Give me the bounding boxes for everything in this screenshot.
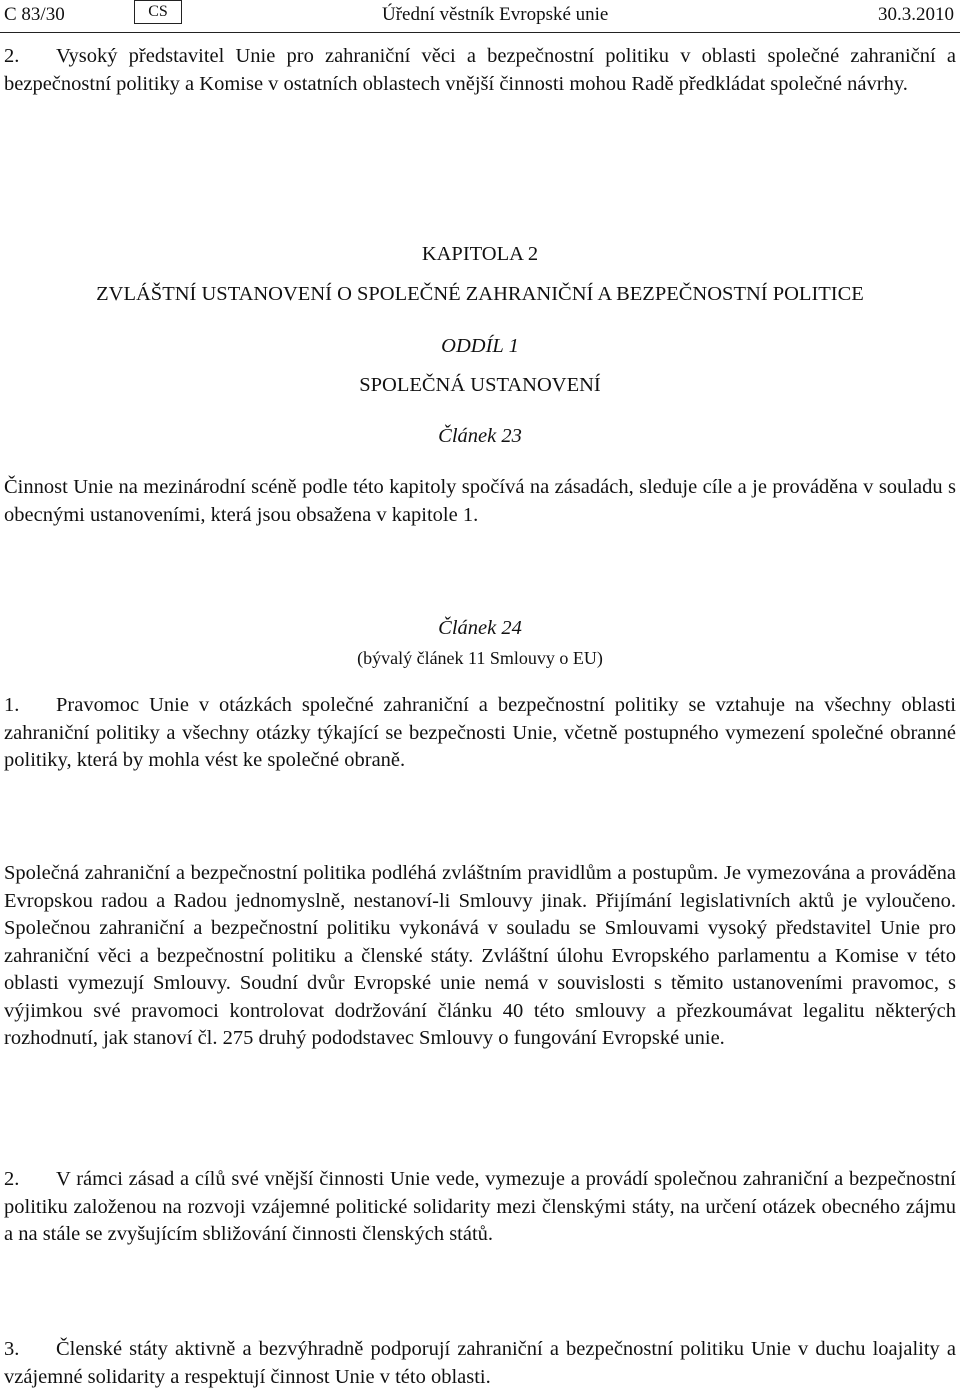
article-24-heading: Článek 24 [438,617,522,639]
article-23-text: Činnost Unie na mezinárodní scéně podle této kapitoly spočívá na zásadách, sleduje cíle a je prováděna v souladu s obecnými ustanoveními, která jsou obsažena v kapitole 1. [4,476,956,526]
page-header [0,0,960,34]
article-24-paragraph-3 [4,1336,956,1391]
paragraph-text: V rámci zásad a cílů své vnější činnosti Unie vede, vymezuje a provádí společnou zahraniční a bezpečnostní politiku založenou na rozvoji vzájemné politické solidarity mezi členskými státy, na určení otázek obecného zájmu a na stále se zvyšujícím sbližování činnosti členských států. [4,1168,956,1245]
paragraph-number: 2. [4,1168,20,1190]
page-number: C 83/30 [4,4,65,25]
paragraph-number: 3. [4,1338,20,1360]
publication-date: 30.3.2010 [878,4,954,25]
paragraph-text: Vysoký představitel Unie pro zahraniční věci a bezpečnostní politiku v oblasti společné zahraniční a bezpečnostní politiky a Komise v ostatních oblastech vnější činnosti mohou Radě předkládat společné návrhy. [4,45,956,95]
chapter-title: ZVLÁŠTNÍ USTANOVENÍ O SPOLEČNÉ ZAHRANIČNÍ A BEZPEČNOSTNÍ POLITICE [96,283,864,305]
section-label: ODDÍL 1 [441,335,519,357]
article-24-paragraph-1b: Společná zahraniční a bezpečnostní politika podléhá zvláštním pravidlům a postupům. Je vymezována a prováděna Evropskou radou a Radou jednomyslně, nestanoví-li Smlouvy jinak. Přijímání legislativních aktů je vyloučeno. Společnou zahraniční a bezpečnostní politiku vykonává v souladu se Smlouvami vysoký představitel Unie pro zahraniční věci a bezpečnostní politiku a členské státy. Zvláštní úlohu Evropského parlamentu a Komise v této oblasti vymezují Smlouvy. Soudní dvůr Evropské unie nemá v souvislosti s těmito ustanoveními pravomoc, s výjimkou své pravomoci kontrolovat dodržování článku 40 této smlouvy a přezkoumávat legalitu některých rozhodnutí, jak stanoví čl. 275 druhý pododstavec Smlouvy o fungování Evropské unie. [4,862,956,1049]
article-24-subheading: (bývalý článek 11 Smlouvy o EU) [357,648,603,668]
paragraph-text: Členské státy aktivně a bezvýhradně podporují zahraniční a bezpečnostní politiku Unie v duchu loajality a vzájemné solidarity a respektují činnost Unie v této oblasti. [4,1338,956,1388]
chapter-label: KAPITOLA 2 [421,243,539,265]
article-24-paragraph-1 [4,692,956,775]
section-title: SPOLEČNÁ USTANOVENÍ [359,374,601,396]
article-23-heading: Článek 23 [438,425,522,447]
intro-paragraph [4,43,956,98]
paragraph-number: 1. [4,694,20,716]
paragraph-number: 2. [4,45,20,67]
journal-title: Úřední věstník Evropské unie [382,4,609,25]
article-24-paragraph-2 [4,1166,956,1249]
paragraph-text: Pravomoc Unie v otázkách společné zahraniční a bezpečnostní politiky se vztahuje na všechny oblasti zahraniční politiky a všechny otázky týkající se bezpečnosti Unie, včetně postupného vymezení společné obranné politiky, která by mohla vést ke společné obraně. [4,694,956,771]
language-badge: CS [134,0,182,24]
header-divider [0,32,960,33]
